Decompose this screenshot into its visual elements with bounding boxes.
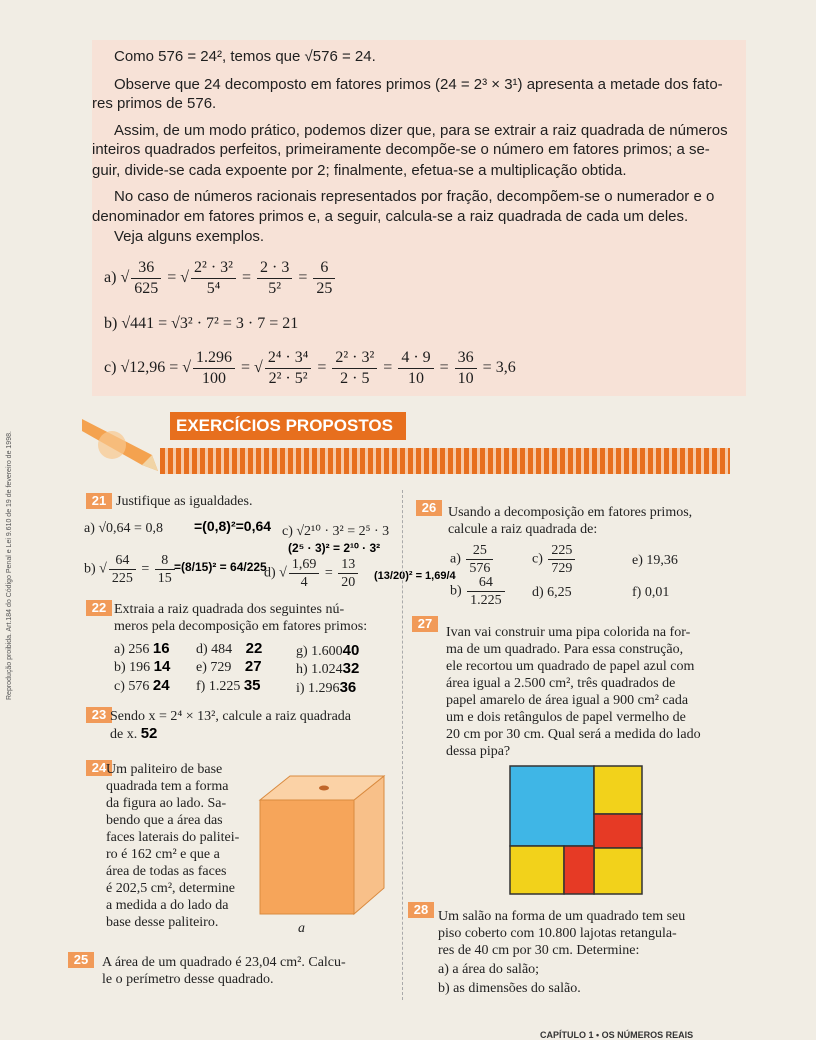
q22-item: a) 256 16 — [114, 640, 170, 657]
question-text: ro é 162 cm² e que a — [106, 847, 220, 862]
q21-item-c: c) √2¹⁰ · 3² = 2⁵ · 3 — [282, 524, 390, 539]
red-rectangle — [564, 846, 594, 894]
question-text: Usando a decomposição em fatores primos, — [448, 505, 693, 520]
q21-answer-a: =(0,8)²=0,64 — [194, 518, 272, 534]
intro-paragraph: res primos de 576. — [92, 95, 217, 112]
question-text: quadrada tem a forma — [106, 779, 229, 794]
toothpick-holder-figure — [256, 770, 392, 932]
question-number: 28 — [408, 902, 434, 918]
question-text: meros pela decomposição em fatores primos: — [114, 619, 368, 634]
q26-item-a: a) $\frac{25}{576}$ — [450, 542, 495, 577]
question-text: ma de um quadrado. Para essa construção, — [446, 642, 684, 657]
question-text: Ivan vai construir uma pipa colorida na for- — [446, 625, 691, 640]
question-text: de x. 52 — [110, 725, 158, 742]
kite-figure — [508, 764, 644, 896]
intro-paragraph: No caso de números racionais representados por fração, decompõem-se o numerador e o — [114, 188, 715, 205]
q21-item-d: d) √ $\frac{1,69}{4}$ = $\frac{13}{20}$ — [264, 556, 360, 591]
question-text: le o perímetro desse quadrado. — [102, 972, 274, 987]
question-text: A área de um quadrado é 23,04 cm². Calcu- — [102, 955, 346, 970]
question-text: é 202,5 cm², determine — [106, 881, 235, 896]
question-text: área de todas as faces — [106, 864, 227, 879]
q26-item-c: c) $\frac{225}{729}$ — [532, 542, 577, 577]
chapter-footer: CAPÍTULO 1 • OS NÚMEROS REAIS — [540, 1030, 694, 1040]
question-text: res de 40 cm por 30 cm. Determine: — [438, 943, 640, 958]
q22-item: e) 729 27 — [196, 658, 262, 675]
q21-answer-c: (2⁵ · 3)² = 2¹⁰ · 3² — [288, 541, 381, 555]
question-text: faces laterais do palitei- — [106, 830, 240, 845]
intro-paragraph: inteiros quadrados perfeitos, primeiramente decompõe-se o número em fatores primos; a se- — [92, 141, 710, 158]
q21-item-a: a) √0,64 = 0,8 — [84, 521, 163, 536]
question-number: 24 — [86, 760, 112, 776]
exercises-title: EXERCÍCIOS PROPOSTOS — [170, 412, 406, 440]
q22-item: b) 196 14 — [114, 658, 171, 675]
q21-item-b: b) √ $\frac{64}{225}$ = $\frac{8}{15}$ — [84, 552, 177, 587]
question-text: Um paliteiro de base — [106, 762, 223, 777]
q22-item: g) 1.60040 — [296, 642, 360, 659]
question-text: Sendo x = 2⁴ × 13², calcule a raiz quadrada — [110, 709, 352, 724]
q22-item: d) 484 22 — [196, 640, 263, 657]
column-divider — [402, 490, 403, 1000]
question-text: 20 cm por 30 cm. Qual será a medida do lado — [446, 727, 701, 742]
intro-paragraph: Como 576 = 24², temos que √576 = 24. — [114, 48, 376, 65]
question-text: bendo que a área das — [106, 813, 223, 828]
q28-item-b: b) as dimensões do salão. — [438, 981, 581, 996]
q21-answer-b: =(8/15)² = 64/225 — [174, 560, 267, 574]
example-a: a) √ $\frac{36}{625}$ = √ $\frac{\text{2² · 3²}}{\text{5⁴}}$ = $\frac{2 \cdot 3}{\text{5²}}$ = $\frac{6}{25}$ — [104, 258, 337, 299]
example-c: c) √12,96 = √ $\frac{1.296}{100}$ = √ $\frac{\text{2⁴ · 3⁴}}{\text{2² · 5²}}$ = $\frac{\text{2² · 3²}}{2 \cdot 5}$ = $\frac{4 \cdot 9}{10}$ = $\frac{36}{10}$ = 3,6 — [104, 349, 516, 387]
question-text: ele recortou um quadrado de papel azul com — [446, 659, 695, 674]
question-number: 25 — [68, 952, 94, 968]
intro-paragraph: Observe que 24 decomposto em fatores primos (24 = 2³ × 3¹) apresenta a metade dos fato- — [114, 76, 723, 93]
red-rectangle — [594, 814, 642, 848]
question-number: 23 — [86, 707, 112, 723]
yellow-square — [510, 846, 564, 894]
question-text: área igual a 2.500 cm², três quadrados de — [446, 676, 676, 691]
question-text: um e dois retângulos de papel vermelho de — [446, 710, 686, 725]
question-number: 22 — [86, 600, 112, 616]
question-text: Um salão na forma de um quadrado tem seu — [438, 909, 686, 924]
copyright-note: Reprodução proibida. Art.184 do Código Penal e Lei 9.610 de 19 de fevereiro de 1998. — [6, 431, 13, 700]
intro-paragraph: Assim, de um modo prático, podemos dizer que, para se extrair a raiz quadrada de números — [114, 122, 728, 139]
question-text: da figura ao lado. Sa- — [106, 796, 227, 811]
q26-item-d: d) 6,25 — [532, 585, 572, 600]
banner-stripe — [160, 448, 730, 474]
question-number: 21 — [86, 493, 112, 509]
intro-paragraph: Veja alguns exemplos. — [114, 228, 265, 245]
question-text: a medida a do lado da — [106, 898, 229, 913]
question-text: Extraia a raiz quadrada dos seguintes nú- — [114, 602, 345, 617]
question-text: dessa pipa? — [446, 744, 511, 759]
q26-item-b: b) $\frac{64}{1.225}$ — [450, 574, 507, 609]
intro-paragraph: guir, divide-se cada expoente por 2; finalmente, efetua-se a multiplicação obtida. — [92, 162, 627, 179]
q22-item: i) 1.29636 — [296, 679, 357, 696]
question-text: base desse paliteiro. — [106, 915, 219, 930]
q22-item: f) 1.225 35 — [196, 677, 261, 694]
q21-answer-d: (13/20)² = 1,69/4 — [374, 570, 456, 582]
q22-item: h) 1.02432 — [296, 660, 360, 677]
yellow-square — [594, 848, 642, 894]
question-text: papel amarelo de área igual a 900 cm² cada — [446, 693, 689, 708]
yellow-square — [594, 766, 642, 814]
question-number: 27 — [412, 616, 438, 632]
example-b: b) √441 = √3² · 7² = 3 · 7 = 21 — [104, 315, 299, 332]
q26-item-e: e) 19,36 — [632, 553, 678, 568]
question-text: Justifique as igualdades. — [116, 494, 253, 509]
q26-item-f: f) 0,01 — [632, 585, 670, 600]
q28-item-a: a) a área do salão; — [438, 962, 540, 977]
question-number: 26 — [416, 500, 442, 516]
q22-item: c) 576 24 — [114, 677, 170, 694]
figure-label: a — [298, 921, 305, 936]
blue-square — [510, 766, 594, 846]
question-text: calcule a raiz quadrada de: — [448, 522, 598, 537]
question-text: piso coberto com 10.800 lajotas retangula- — [438, 926, 677, 941]
intro-paragraph: denominador em fatores primos e, a seguir, calcula-se a raiz quadrada de cada um deles. — [92, 208, 689, 225]
